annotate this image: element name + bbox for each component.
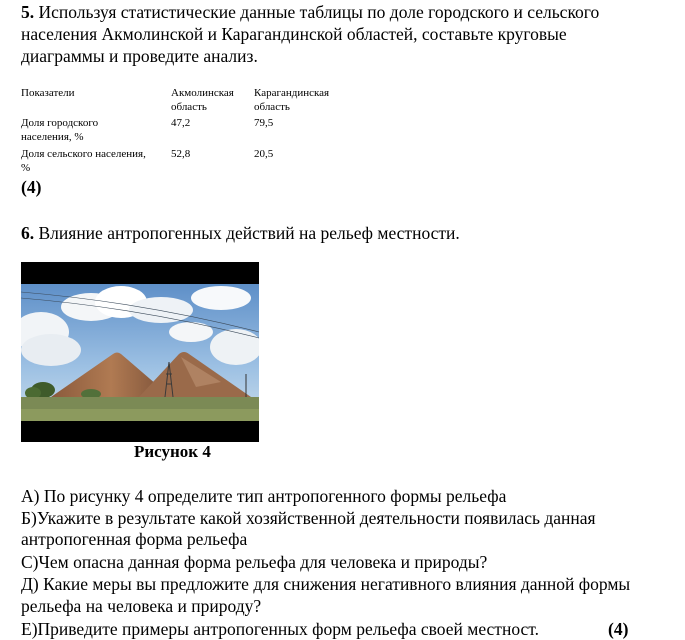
table-cell-rural-akmola: 52,8 <box>171 148 191 160</box>
table-cell-urban-karaganda: 79,5 <box>254 117 274 129</box>
task5-text-line1: Используя статистические данные таблицы по доле городского и сельского <box>34 2 600 22</box>
table-header-karaganda-1: Карагандинская <box>254 87 330 99</box>
question-b-line2: антропогенная форма рельефа <box>21 529 248 549</box>
task5-score: (4) <box>21 177 42 197</box>
question-a: А) По рисунку 4 определите тип антропогенного формы рельефа <box>21 486 507 506</box>
waste-heap-image <box>21 262 259 442</box>
table-cell-rural-karaganda: 20,5 <box>254 148 274 160</box>
question-d-line2: рельефа на человека и природу? <box>21 596 262 616</box>
task5-line3: диаграммы и проведите анализ. <box>21 46 258 66</box>
table-row-urban-label-2: населения, % <box>21 131 84 143</box>
table-header-akmola-2: область <box>171 101 207 113</box>
table-row-urban-label-1: Доля городского <box>21 117 99 129</box>
task5-line2: населения Акмолинской и Карагандинской областей, составьте круговые <box>21 24 567 44</box>
question-e: Е)Приведите примеры антропогенных форм рельефа своей местност. <box>21 619 539 639</box>
task6-title <box>21 222 460 244</box>
table-cell-urban-akmola: 47,2 <box>171 117 191 129</box>
table-header-karaganda-2: область <box>254 101 290 113</box>
question-d-line1: Д) Какие меры вы предложите для снижения негативного влияния данной формы <box>21 574 631 594</box>
task5-line1 <box>21 1 599 23</box>
table-header-akmola-1: Акмолинская <box>171 87 234 99</box>
question-c: С)Чем опасна данная форма рельефа для человека и природы? <box>21 552 488 572</box>
table-row-rural-label-2: % <box>21 162 31 174</box>
figure-4-photo <box>21 262 259 442</box>
question-b-line1: Б)Укажите в результате какой хозяйственной деятельности появилась данная <box>21 508 596 528</box>
task5-number: 5. <box>21 2 35 22</box>
task6-score: (4) <box>608 619 629 639</box>
task6-title-text: Влияние антропогенных действий на рельеф местности. <box>34 223 460 243</box>
table-header-indicators: Показатели <box>21 87 75 99</box>
task6-number: 6. <box>21 223 35 243</box>
table-row-rural-label-1: Доля сельского населения, <box>21 148 146 160</box>
figure-caption: Рисунок 4 <box>134 442 211 461</box>
